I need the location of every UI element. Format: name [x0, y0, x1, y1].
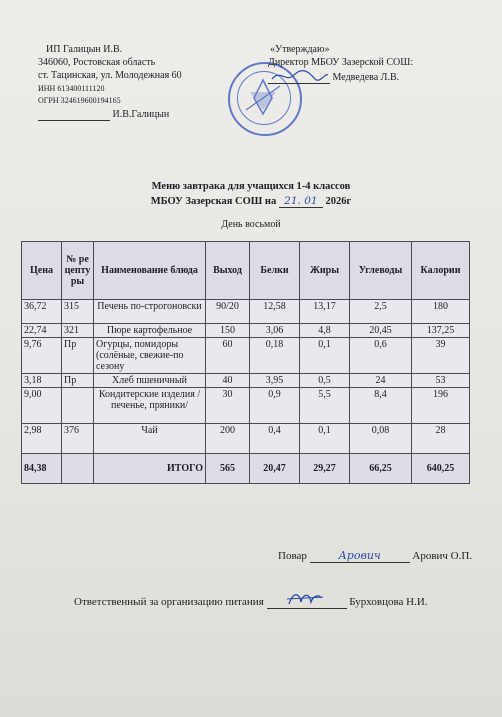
- cell-fats: 13,17: [300, 300, 350, 324]
- menu-table: [21, 241, 470, 484]
- menu-title: Меню завтрака для учащихся 1-4 классов: [151, 181, 351, 192]
- cell-proteins: 0,4: [250, 424, 300, 454]
- cell-recipe-no: [62, 388, 94, 424]
- org-address-region: 346060, Ростовская область: [38, 57, 156, 68]
- cook-handwritten-signature: Арович: [310, 549, 410, 563]
- org-address-street: ст. Тацинская, ул. Молодежная 60: [38, 70, 182, 81]
- cell-dish-name: Пюре картофельное: [94, 324, 206, 338]
- table-row: [22, 388, 470, 424]
- cell-calories: 39: [412, 338, 470, 374]
- cell-proteins: 3,06: [250, 324, 300, 338]
- header-price: Цена: [22, 242, 62, 300]
- menu-date: 21. 01: [279, 195, 323, 208]
- cell-recipe-no: Пр: [62, 374, 94, 388]
- entrepreneur-name: И.В.Галицын: [112, 109, 170, 120]
- cell-fats: 0,1: [300, 424, 350, 454]
- total-carbs: 66,25: [350, 454, 412, 484]
- menu-year: 2026г: [325, 196, 352, 207]
- header-dish-name: Наименование блюда: [94, 242, 206, 300]
- cook-name: Арович О.П.: [412, 550, 473, 562]
- header-fats: Жиры: [300, 242, 350, 300]
- cell-recipe-no: Пр: [62, 338, 94, 374]
- handwritten-signature-icon: [285, 590, 325, 608]
- responsible-signature-line: [74, 596, 428, 609]
- org-inn: ИНН 613400111120: [38, 84, 105, 93]
- cell-fats: 0,1: [300, 338, 350, 374]
- total-label: ИТОГО: [94, 454, 206, 484]
- cell-price: 9,00: [22, 388, 62, 424]
- cell-proteins: 12,58: [250, 300, 300, 324]
- cell-proteins: 3,95: [250, 374, 300, 388]
- cell-dish-name: Огурцы, помидоры (солёные, свежие-по сезону: [94, 338, 206, 374]
- cell-recipe-no: 321: [62, 324, 94, 338]
- cell-calories: 196: [412, 388, 470, 424]
- cell-carbs: 2,5: [350, 300, 412, 324]
- header-carbs: Углеводы: [350, 242, 412, 300]
- cell-carbs: 0,6: [350, 338, 412, 374]
- cell-yield: 150: [206, 324, 250, 338]
- cell-recipe-no: 315: [62, 300, 94, 324]
- cell-recipe-no: 376: [62, 424, 94, 454]
- total-proteins: 20,47: [250, 454, 300, 484]
- responsible-signature: [267, 596, 347, 609]
- responsible-label: Ответственный за организацию питания: [74, 596, 264, 608]
- table-row: [22, 338, 470, 374]
- cell-calories: 53: [412, 374, 470, 388]
- table-header-row: [22, 242, 470, 300]
- header-proteins: Белки: [250, 242, 300, 300]
- entrepreneur-signature-line: [38, 109, 169, 121]
- cell-calories: 180: [412, 300, 470, 324]
- total-fats: 29,27: [300, 454, 350, 484]
- cell-yield: 60: [206, 338, 250, 374]
- cell-price: 3,18: [22, 374, 62, 388]
- cook-signature-line: [278, 549, 472, 563]
- director-name: Медведева Л.В.: [332, 72, 400, 83]
- cell-fats: 5,5: [300, 388, 350, 424]
- cell-yield: 200: [206, 424, 250, 454]
- header-yield: Выход: [206, 242, 250, 300]
- org-ogrn: ОГРН 324619600194165: [38, 96, 121, 105]
- cell-dish-name: Кондитерские изделия /печенье, пряники/: [94, 388, 206, 424]
- responsible-name: Бурховцова Н.И.: [349, 596, 428, 608]
- org-name: ИП Галицын И.В.: [46, 44, 123, 55]
- cell-yield: 90/20: [206, 300, 250, 324]
- cell-proteins: 0,9: [250, 388, 300, 424]
- table-row: [22, 424, 470, 454]
- director-signature-line: [268, 72, 399, 84]
- total-price: 84,38: [22, 454, 62, 484]
- table-total-row: [22, 454, 470, 484]
- approve-label: «Утверждаю»: [270, 44, 330, 55]
- cell-fats: 4,8: [300, 324, 350, 338]
- cell-price: 2,98: [22, 424, 62, 454]
- table-row: [22, 300, 470, 324]
- cell-dish-name: Чай: [94, 424, 206, 454]
- total-yield: 565: [206, 454, 250, 484]
- menu-subtitle: [0, 195, 502, 208]
- cell-yield: 40: [206, 374, 250, 388]
- cell-carbs: 0,08: [350, 424, 412, 454]
- table-row: [22, 374, 470, 388]
- cell-price: 36,72: [22, 300, 62, 324]
- director-position: Директор МБОУ Зазерской СОШ:: [268, 57, 414, 68]
- cell-dish-name: Печень по-строгоновски: [94, 300, 206, 324]
- cell-dish-name: Хлеб пшеничный: [94, 374, 206, 388]
- cell-carbs: 20,45: [350, 324, 412, 338]
- cell-price: 9,76: [22, 338, 62, 374]
- cook-label: Повар: [278, 550, 307, 562]
- header-recipe-no: № рецептуры: [62, 242, 94, 300]
- school-name: МБОУ Зазерская СОШ на: [150, 196, 277, 207]
- total-calories: 640,25: [412, 454, 470, 484]
- cell-calories: 28: [412, 424, 470, 454]
- cell-calories: 137,25: [412, 324, 470, 338]
- header-calories: Калории: [412, 242, 470, 300]
- cell-carbs: 8,4: [350, 388, 412, 424]
- signature-blank: [38, 109, 110, 121]
- table-row: [22, 324, 470, 338]
- cell-price: 22,74: [22, 324, 62, 338]
- menu-day: День восьмой: [221, 219, 281, 230]
- cell-proteins: 0,18: [250, 338, 300, 374]
- director-signature: [268, 72, 330, 84]
- total-recipe-no: [62, 454, 94, 484]
- handwritten-signature-icon: [270, 69, 330, 83]
- cell-carbs: 24: [350, 374, 412, 388]
- cell-fats: 0,5: [300, 374, 350, 388]
- cell-yield: 30: [206, 388, 250, 424]
